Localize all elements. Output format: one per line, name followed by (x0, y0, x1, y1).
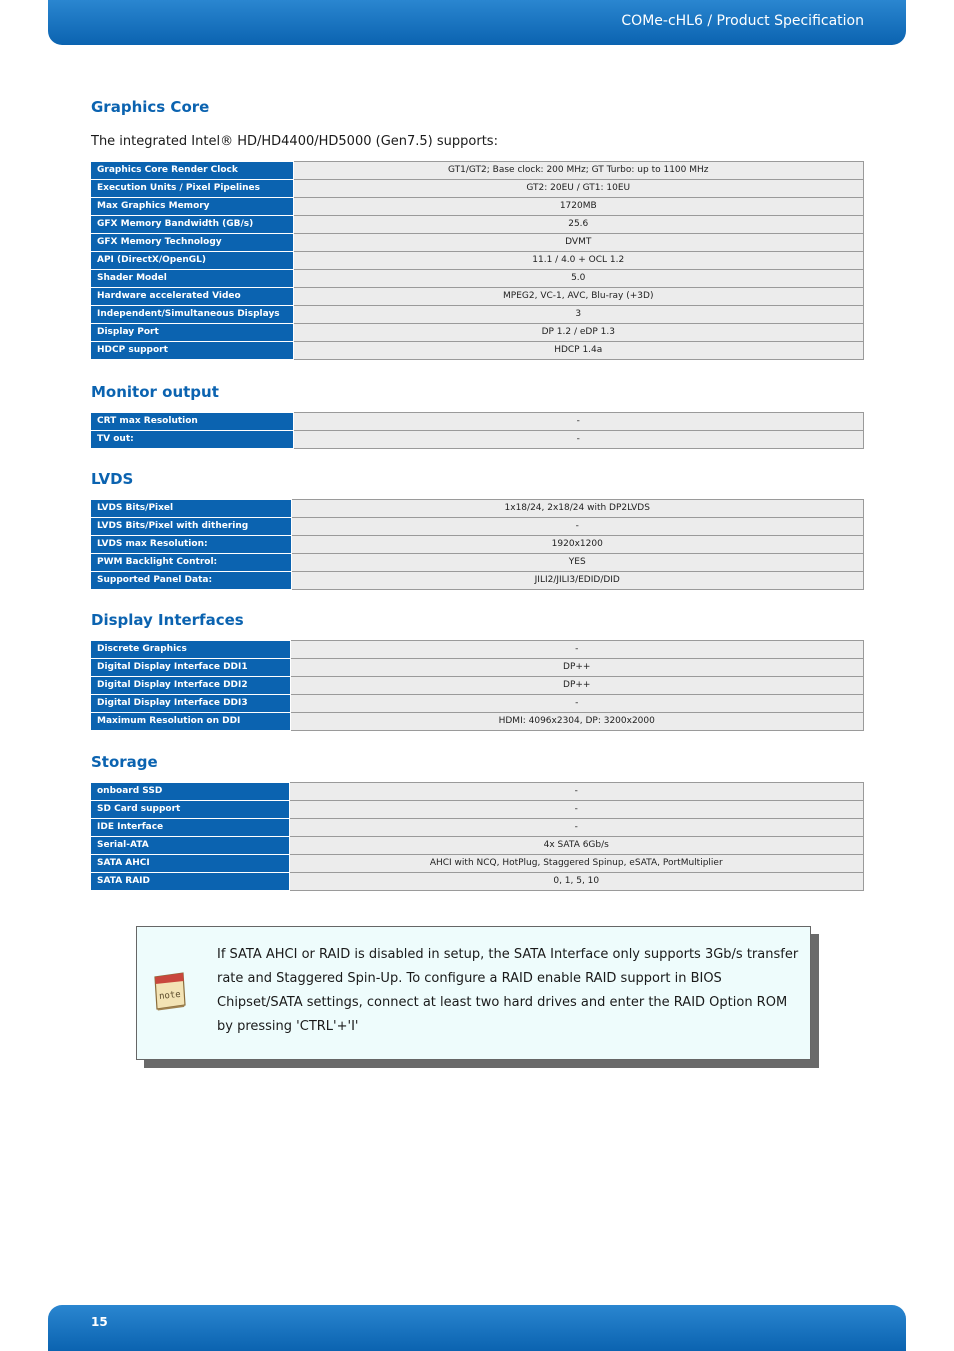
spec-label: Maximum Resolution on DDI (91, 713, 290, 731)
spec-label: Supported Panel Data: (91, 572, 291, 590)
table-row (91, 162, 864, 180)
svg-text:note: note (158, 989, 182, 1003)
note-box (136, 926, 811, 1060)
spec-value: HDMI: 4096x2304, DP: 3200x2000 (290, 713, 864, 731)
spec-label: Digital Display Interface DDI1 (91, 659, 290, 677)
spec-label: Display Port (91, 324, 293, 342)
table-row (91, 801, 864, 819)
spec-label: SATA RAID (91, 873, 289, 891)
spec-value: - (289, 801, 864, 819)
note-icon (151, 969, 189, 1011)
spec-label: PWM Backlight Control: (91, 554, 291, 572)
table-row (91, 288, 864, 306)
spec-value: DP++ (290, 659, 864, 677)
spec-value: DVMT (293, 234, 864, 252)
table-row (91, 695, 864, 713)
table-row (91, 518, 864, 536)
table-row (91, 819, 864, 837)
table-row (91, 216, 864, 234)
spec-label: GFX Memory Technology (91, 234, 293, 252)
spec-label: Max Graphics Memory (91, 198, 293, 216)
spec-value: - (290, 695, 864, 713)
spec-label: SD Card support (91, 801, 289, 819)
table-row (91, 873, 864, 891)
table-row (91, 641, 864, 659)
spec-label: Serial-ATA (91, 837, 289, 855)
spec-label: API (DirectX/OpenGL) (91, 252, 293, 270)
table-row (91, 234, 864, 252)
spec-value: JILI2/JILI3/EDID/DID (291, 572, 864, 590)
table-row (91, 431, 864, 449)
document-title: COMe-cHL6 / Product Specification (621, 13, 864, 29)
spec-label: CRT max Resolution (91, 413, 293, 431)
spec-label: LVDS Bits/Pixel (91, 500, 291, 518)
storage-table (91, 782, 864, 891)
table-row (91, 342, 864, 360)
footer-bar (48, 1305, 906, 1351)
spec-value: - (293, 431, 864, 449)
graphics-intro-text: The integrated Intel® HD/HD4400/HD5000 (Gen7.5) supports: (91, 134, 498, 149)
spec-label: Execution Units / Pixel Pipelines (91, 180, 293, 198)
spec-value: 0, 1, 5, 10 (289, 873, 864, 891)
heading-display-interfaces: Display Interfaces (91, 611, 244, 629)
spec-label: IDE Interface (91, 819, 289, 837)
table-row (91, 500, 864, 518)
table-row (91, 554, 864, 572)
table-row (91, 659, 864, 677)
table-row (91, 180, 864, 198)
table-row (91, 252, 864, 270)
spec-label: LVDS Bits/Pixel with dithering (91, 518, 291, 536)
spec-value: - (293, 413, 864, 431)
spec-value: 3 (293, 306, 864, 324)
spec-label: GFX Memory Bandwidth (GB/s) (91, 216, 293, 234)
spec-label: Digital Display Interface DDI3 (91, 695, 290, 713)
table-row (91, 572, 864, 590)
page-number: 15 (91, 1315, 108, 1329)
lvds-table (91, 499, 864, 590)
spec-label: Independent/Simultaneous Displays (91, 306, 293, 324)
table-row (91, 713, 864, 731)
table-row (91, 536, 864, 554)
spec-value: YES (291, 554, 864, 572)
table-row (91, 783, 864, 801)
spec-value: - (291, 518, 864, 536)
heading-lvds: LVDS (91, 470, 134, 488)
heading-monitor-output: Monitor output (91, 383, 219, 401)
heading-graphics-core: Graphics Core (91, 98, 210, 116)
spec-label: Shader Model (91, 270, 293, 288)
spec-value: GT1/GT2; Base clock: 200 MHz; GT Turbo: up to 1100 MHz (293, 162, 864, 180)
graphics-core-table (91, 161, 864, 360)
spec-value: DP++ (290, 677, 864, 695)
spec-label: Graphics Core Render Clock (91, 162, 293, 180)
display-interfaces-table (91, 640, 864, 731)
spec-value: 1x18/24, 2x18/24 with DP2LVDS (291, 500, 864, 518)
spec-value: 25.6 (293, 216, 864, 234)
spec-label: SATA AHCI (91, 855, 289, 873)
header-bar (48, 0, 906, 45)
spec-value: 5.0 (293, 270, 864, 288)
table-row (91, 324, 864, 342)
spec-label: Digital Display Interface DDI2 (91, 677, 290, 695)
spec-value: HDCP 1.4a (293, 342, 864, 360)
spec-value: - (289, 783, 864, 801)
spec-label: HDCP support (91, 342, 293, 360)
spec-value: DP 1.2 / eDP 1.3 (293, 324, 864, 342)
monitor-output-table (91, 412, 864, 449)
spec-value: 1720MB (293, 198, 864, 216)
spec-value: - (289, 819, 864, 837)
note-text: If SATA AHCI or RAID is disabled in setup, the SATA Interface only supports 3Gb/s transfer rate and Staggered Spin-Up. To configure a RAID enable RAID support in BIOS Chipset/SATA settings, connect at least two hard drives and enter the RAID Option ROM by pressing 'CTRL'+'I' (217, 947, 799, 1034)
table-row (91, 270, 864, 288)
spec-value: AHCI with NCQ, HotPlug, Staggered Spinup, eSATA, PortMultiplier (289, 855, 864, 873)
spec-label: LVDS max Resolution: (91, 536, 291, 554)
table-row (91, 837, 864, 855)
table-row (91, 198, 864, 216)
spec-value: 4x SATA 6Gb/s (289, 837, 864, 855)
spec-value: GT2: 20EU / GT1: 10EU (293, 180, 864, 198)
spec-value: - (290, 641, 864, 659)
spec-label: onboard SSD (91, 783, 289, 801)
table-row (91, 413, 864, 431)
spec-value: 1920x1200 (291, 536, 864, 554)
spec-label: Discrete Graphics (91, 641, 290, 659)
spec-label: Hardware accelerated Video (91, 288, 293, 306)
table-row (91, 677, 864, 695)
spec-value: MPEG2, VC-1, AVC, Blu-ray (+3D) (293, 288, 864, 306)
heading-storage: Storage (91, 753, 158, 771)
table-row (91, 855, 864, 873)
spec-label: TV out: (91, 431, 293, 449)
spec-value: 11.1 / 4.0 + OCL 1.2 (293, 252, 864, 270)
table-row (91, 306, 864, 324)
